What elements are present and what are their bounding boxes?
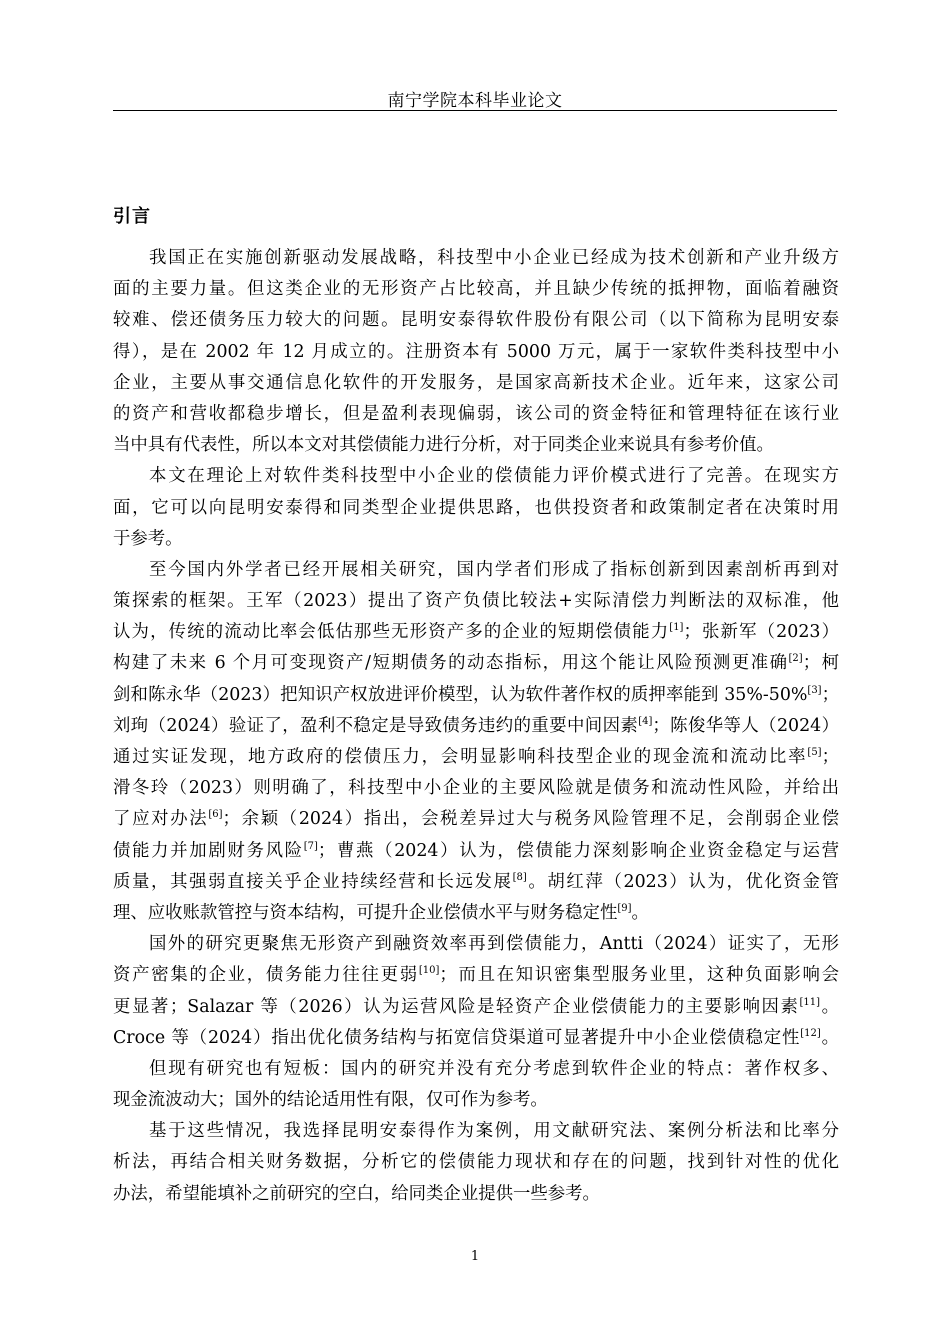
text-line: 企业，主要从事交通信息化软件的开发服务，是国家高新技术企业。近年来，这家公司	[113, 372, 839, 393]
citation-2: [2]	[788, 653, 803, 665]
paragraph-5	[113, 1054, 839, 1116]
text-run: ；余颖（2024）指出，会税差异过大与税务风险管理不足，会削弱企业偿	[222, 809, 839, 830]
citation-1: [1]	[669, 622, 684, 634]
text-line: 当中具有代表性，所以本文对其偿债能力进行分析，对于同类企业来说具有参考价值。	[113, 435, 774, 456]
text-line	[113, 992, 839, 1023]
text-line: 析法，再结合相关财务数据，分析它的偿债能力现状和存在的问题，找到针对性的优化	[113, 1152, 839, 1173]
text-line	[113, 680, 839, 711]
text-line: 较难、偿还债务压力较大的问题。昆明安泰得软件股份有限公司（以下简称为昆明安泰	[113, 310, 839, 331]
text-line: 我国正在实施创新驱动发展战略，科技型中小企业已经成为技术创新和产业升级方	[149, 248, 839, 268]
page-header-title: 南宁学院本科毕业论文	[387, 91, 563, 111]
text-run: Croce 等（2024）指出优化债务结构与拓宽信贷渠道可显著提升中小企业偿债稳定性	[113, 1027, 801, 1048]
text-run: 刘珣（2024）验证了，盈利不稳定是导致债务违约的重要中间因素	[113, 715, 639, 736]
text-run: 通过实证发现，地方政府的偿债压力，会明显影响科技型企业的现金流和流动比率	[113, 747, 808, 767]
text-line: 国外的研究更聚焦无形资产到融资效率再到偿债能力，Antti（2024）证实了，无形	[149, 934, 839, 955]
paragraph-3	[113, 555, 839, 929]
text-line	[113, 898, 839, 929]
text-line: 但现有研究也有短板：国内的研究并没有充分考虑到软件企业的特点：著作权多、	[149, 1058, 839, 1079]
text-line: 策探索的框架。王军（2023）提出了资产负债比较法+实际清偿力判断法的双标准，他	[113, 591, 839, 612]
paragraph-4	[113, 929, 839, 1054]
text-run: 剑和陈永华（2023）把知识产权放进评价模型，认为软件著作权的质押率能到 35%-50%	[113, 684, 808, 705]
text-run: 。	[820, 996, 839, 1017]
citation-10: [10]	[418, 965, 440, 977]
text-run: ；张新军（2023）	[683, 622, 839, 643]
text-run: 质量，其强弱直接关乎企业持续经营和长远发展	[113, 871, 513, 892]
text-run: ；	[821, 747, 839, 767]
text-line: 本文在理论上对软件类科技型中小企业的偿债能力评价模式进行了完善。在现实方	[149, 466, 839, 487]
paragraph-6	[113, 1116, 839, 1210]
text-line	[113, 648, 839, 679]
text-line	[113, 742, 839, 773]
text-line: 基于这些情况，我选择昆明安泰得作为案例，用文献研究法、案例分析法和比率分	[149, 1121, 839, 1142]
citation-6: [6]	[208, 809, 223, 821]
citation-4: [4]	[638, 716, 653, 728]
text-line	[113, 836, 839, 867]
text-line	[113, 711, 839, 742]
citation-9: [9]	[617, 903, 632, 915]
section-heading: 引言	[113, 206, 151, 227]
header-divider	[113, 110, 837, 111]
text-run: 资产密集的企业，债务能力往往更弱	[113, 965, 419, 986]
text-line	[113, 867, 839, 898]
text-line: 滑冬玲（2023）则明确了，科技型中小企业的主要风险就是债务和流动性风险，并给出	[113, 778, 839, 799]
paragraph-1	[113, 243, 839, 461]
text-line: 面，它可以向昆明安泰得和同类型企业提供思路，也供投资者和政策制定者在决策时用	[113, 497, 839, 518]
citation-5: [5]	[807, 747, 822, 759]
text-run: 。胡红萍（2023）认为，优化资金管	[526, 871, 839, 892]
citation-12: [12]	[800, 1027, 821, 1039]
page-number: 1	[470, 1249, 480, 1264]
paragraph-2	[113, 461, 839, 555]
text-run: 了应对办法	[113, 809, 209, 830]
citation-11: [11]	[799, 996, 821, 1008]
text-run: 构建了未来 6 个月可变现资产/短期债务的动态指标，用这个能让风险预测更准确	[113, 653, 789, 674]
text-run: 债能力并加剧财务风险	[113, 840, 304, 861]
text-run: 。	[820, 1027, 839, 1048]
text-run: 更显著；Salazar 等（2026）认为运营风险是轻资产企业偿债能力的主要影响因素	[113, 996, 800, 1017]
text-run: 认为，传统的流动比率会低估那些无形资产多的企业的短期偿债能力	[113, 622, 670, 643]
text-line	[113, 804, 839, 835]
text-line: 现金流波动大；国外的结论适用性有限，仅可作为参考。	[113, 1090, 548, 1111]
citation-7: [7]	[303, 840, 318, 852]
text-line: 得），是在 2002 年 12 月成立的。注册资本有 5000 万元，属于一家软件类科技型中小	[113, 341, 839, 362]
text-line	[113, 1023, 839, 1054]
text-line: 办法，希望能填补之前研究的空白，给同类企业提供一些参考。	[113, 1183, 600, 1204]
text-run: 。	[631, 902, 649, 923]
text-line: 至今国内外学者已经开展相关研究，国内学者们形成了指标创新到因素剖析再到对	[149, 559, 839, 580]
citation-3: [3]	[807, 684, 822, 696]
citation-8: [8]	[512, 871, 527, 883]
text-run: 理、应收账款管控与资本结构，可提升企业偿债水平与财务稳定性	[113, 902, 618, 923]
text-line	[113, 960, 839, 991]
text-run: ；曹燕（2024）认为，偿债能力深刻影响企业资金稳定与运营	[317, 840, 839, 861]
text-run: ；柯	[802, 653, 839, 674]
text-line: 于参考。	[113, 528, 183, 549]
text-line: 面的主要力量。但这类企业的无形资产占比较高，并且缺少传统的抵押物，面临着融资	[113, 279, 839, 300]
text-line	[113, 617, 839, 648]
text-run: ；而且在知识密集型服务业里，这种负面影响会	[439, 965, 839, 986]
text-line: 的资产和营收都稳步增长，但是盈利表现偏弱，该公司的资金特征和管理特征在该行业	[113, 403, 839, 424]
text-run: ；	[821, 684, 839, 705]
body-text	[113, 243, 839, 1210]
text-run: ；陈俊华等人（2024）	[652, 715, 839, 736]
